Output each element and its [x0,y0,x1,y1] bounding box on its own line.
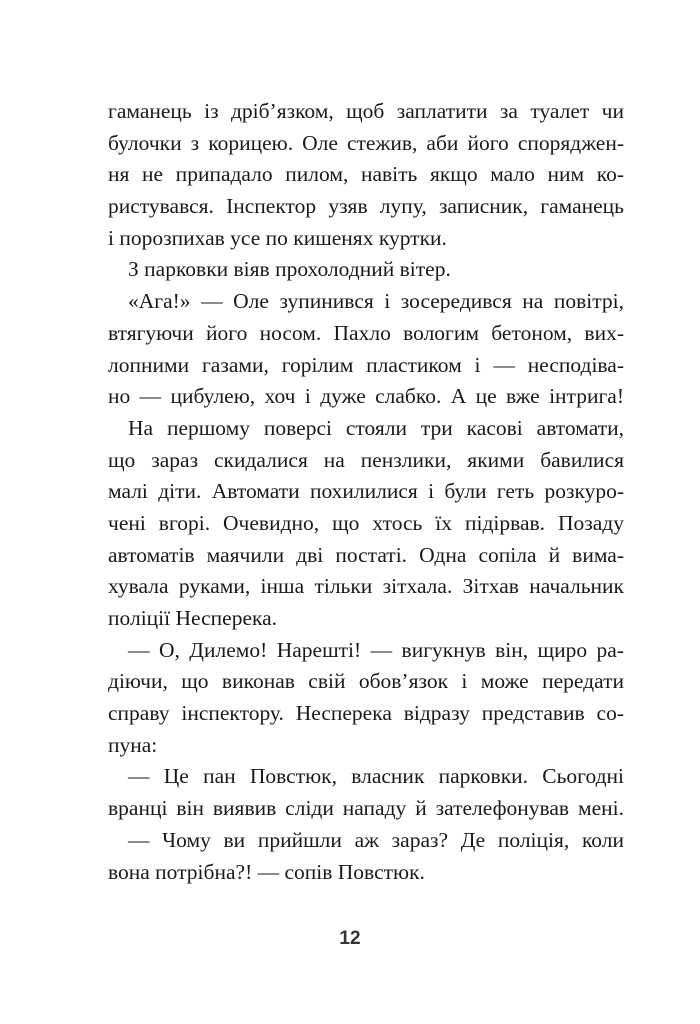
text-line: булочки з корицею. Оле стежив, аби його споряджен- [108,130,624,155]
page-number: 12 [339,928,361,949]
text-line: втягуючи його носом. Пахло вологим бетоном, вих- [108,320,624,345]
text-line: пуна: [108,732,158,757]
text-line: автоматів маячили дві постаті. Одна сопіла й вима- [108,542,624,567]
text-line: ристувався. Інспектор узяв лупу, записник, гаманець [108,194,624,219]
text-line: ня не припадало пилом, навіть якщо мало ним ко- [108,162,624,187]
text-line: вранці він виявив сліди нападу й зателефонував мені. [108,796,624,821]
text-line: На першому поверсі стояли три касові автомати, [128,415,624,440]
text-line: справу інспектору. Несперека відразу представив со- [108,701,624,726]
text-line: чені вгорі. Очевидно, що хтось їх підірвав. Позаду [108,510,624,535]
text-line: «Ага!» — Оле зупинився і зосередився на повітрі, [128,289,624,314]
text-line: що зараз скидалися на пензлики, якими бавилися [108,447,624,472]
text-line: і порозпихав усе по кишенях куртки. [108,225,447,250]
text-line: поліції Несперека. [108,606,278,630]
text-line: но — цибулею, хоч і дуже слабко. А це вже інтрига! [108,384,624,409]
body-text [108,96,624,888]
text-line: діючи, що виконав свій обов’язок і може передати [108,669,624,694]
text-line: лопними газами, горілим пластиком і — несподіва- [108,352,624,377]
text-line: — Це пан Повстюк, власник парковки. Сьогодні [128,764,624,789]
text-line: хувала руками, інша тільки зітхала. Зітхав начальник [108,574,624,599]
text-line: — О, Дилемо! Нарешті! — вигукнув він, щиро ра- [128,637,624,662]
text-line: З парковки віяв прохолодний вітер. [128,257,451,282]
text-line: вона потрібна?! — сопів Повстюк. [108,859,425,884]
text-line: — Чому ви прийшли аж зараз? Де поліція, коли [128,827,624,852]
text-line: малі діти. Автомати похилилися і були геть розкуро- [108,479,624,504]
text-line: гаманець із дріб’язком, щоб заплатити за туалет чи [108,99,624,123]
